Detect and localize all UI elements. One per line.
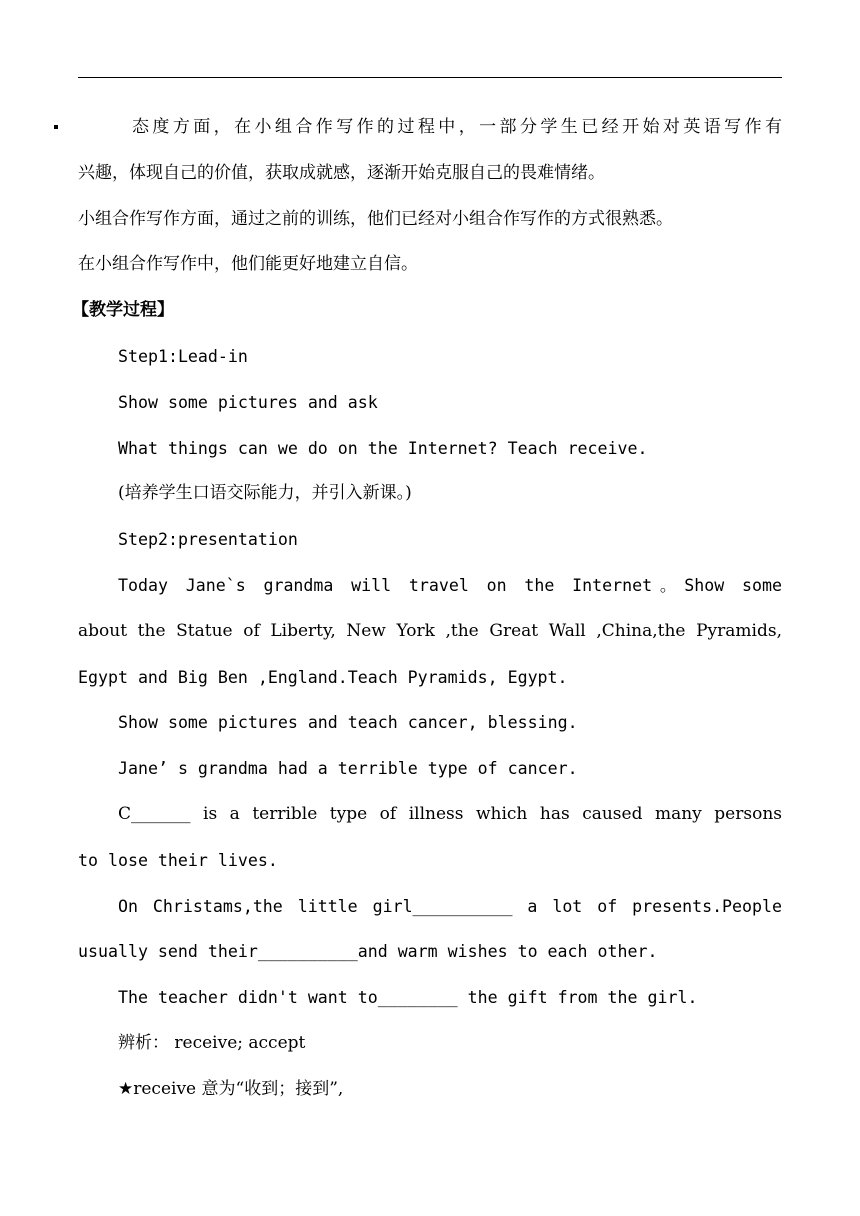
section-heading-teaching-process: 【教学过程】: [72, 300, 174, 321]
step1-note: (培养学生口语交际能力，并引入新课。): [118, 483, 412, 504]
paragraph-attitude-line-1: 态度方面，在小组合作写作的过程中，一部分学生已经开始对英语写作有: [132, 117, 782, 137]
header-rule: [78, 77, 782, 78]
paragraph-group-writing-line-1: 小组合作写作方面，通过之前的训练，他们已经对小组合作写作的方式很熟悉。: [78, 208, 673, 229]
step2-paragraph-line-3: Egypt and Big Ben ,England.Teach Pyramids, Egypt.: [78, 667, 568, 687]
paragraph-bullet: [54, 125, 58, 129]
step2-paragraph-line-1: Today Jane`s grandma will travel on the Internet。Show some: [118, 575, 782, 595]
step2-heading: Step2:presentation: [118, 530, 298, 550]
step1-line-2: What things can we do on the Internet? Teach receive.: [118, 438, 648, 458]
discrimination-heading: 辨析： receive; accept: [118, 1032, 306, 1053]
paragraph-attitude-line-2: 兴趣，体现自己的价值，获取成就感，逐渐开始克服自己的畏难情绪。: [78, 162, 605, 183]
example-sentence: Jane’ s grandma had a terrible type of cancer.: [118, 759, 578, 779]
document-body: [72, 105, 782, 1113]
exercise-1-line-2: to lose their lives.: [78, 850, 278, 870]
step1-heading: Step1:Lead-in: [118, 346, 248, 366]
receive-definition: ★receive 意为“收到；接到”,: [118, 1078, 344, 1099]
exercise-3-line: The teacher didn't want to________ the gift from the girl.: [118, 988, 698, 1008]
step2-paragraph-line-2: about the Statue of Liberty, New York ,the Great Wall ,China,the Pyramids,: [78, 620, 782, 641]
paragraph-group-writing-line-2: 在小组合作写作中，他们能更好地建立自信。: [78, 254, 418, 275]
step1-line-1: Show some pictures and ask: [118, 392, 378, 412]
exercise-1-line-1: C_______ is a terrible type of illness which has caused many persons: [118, 803, 782, 824]
exercise-2-line-1: On Christams,the little girl__________ a lot of presents.People: [118, 896, 782, 916]
vocab-intro-line: Show some pictures and teach cancer, blessing.: [118, 713, 578, 733]
exercise-2-line-2: usually send their__________and warm wishes to each other.: [78, 942, 658, 962]
